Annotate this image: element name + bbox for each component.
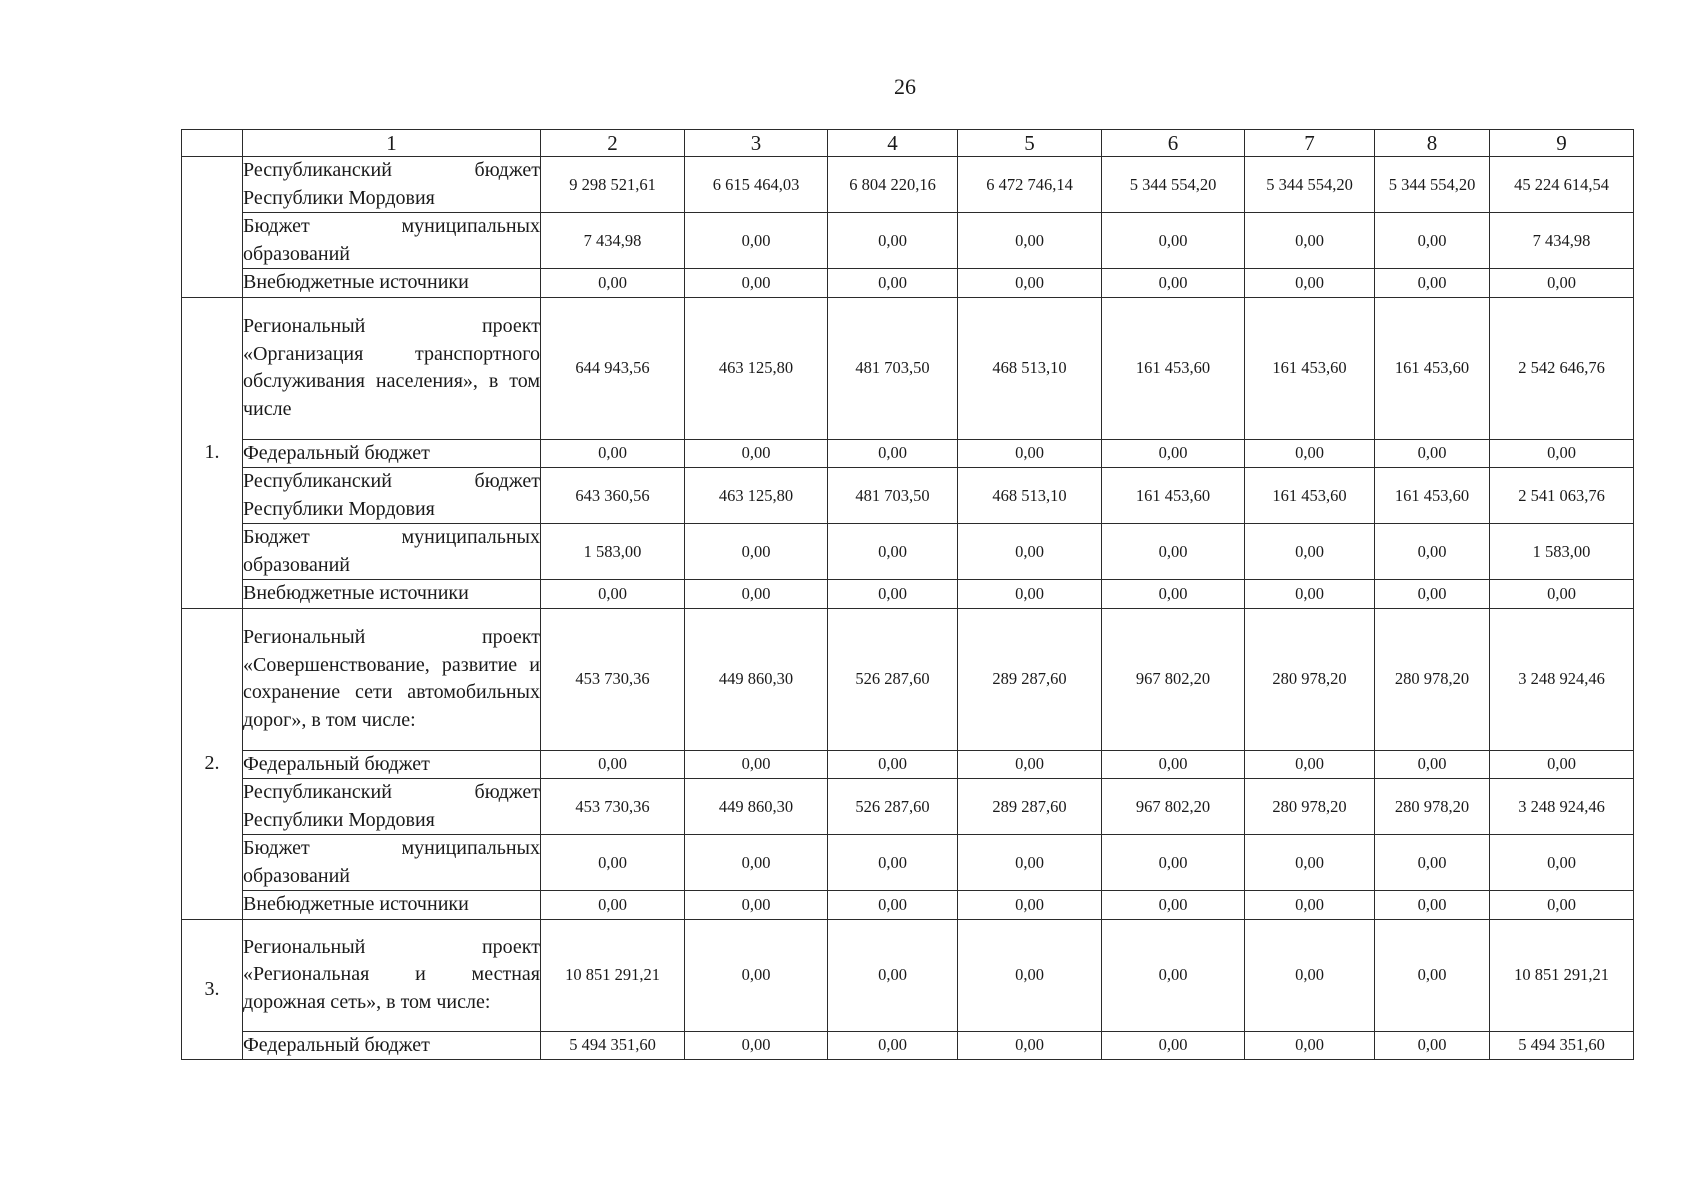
header-cell: 9 <box>1490 130 1634 157</box>
value-cell: 161 453,60 <box>1375 297 1490 439</box>
row-description: Внебюджетные источники <box>243 580 541 609</box>
value-cell: 0,00 <box>1375 835 1490 891</box>
value-cell: 0,00 <box>541 439 685 468</box>
row-index <box>182 157 243 298</box>
value-cell: 0,00 <box>685 891 828 920</box>
value-cell: 5 344 554,20 <box>1375 157 1490 213</box>
value-cell: 0,00 <box>828 1031 958 1060</box>
header-cell: 3 <box>685 130 828 157</box>
value-cell: 7 434,98 <box>541 213 685 269</box>
value-cell: 0,00 <box>1375 269 1490 298</box>
value-cell: 7 434,98 <box>1490 213 1634 269</box>
row-description: Региональный проект «Региональная и местная дорожная сеть», в том числе: <box>243 919 541 1031</box>
value-cell: 0,00 <box>1245 213 1375 269</box>
value-cell: 0,00 <box>685 750 828 779</box>
value-cell: 0,00 <box>685 580 828 609</box>
value-cell: 0,00 <box>958 750 1102 779</box>
value-cell: 0,00 <box>541 835 685 891</box>
value-cell: 0,00 <box>541 891 685 920</box>
value-cell: 5 344 554,20 <box>1245 157 1375 213</box>
value-cell: 0,00 <box>1375 524 1490 580</box>
value-cell: 0,00 <box>828 750 958 779</box>
value-cell: 0,00 <box>1375 580 1490 609</box>
value-cell: 0,00 <box>1375 891 1490 920</box>
value-cell: 0,00 <box>1245 439 1375 468</box>
table-row <box>182 835 1634 891</box>
table-body <box>182 130 1634 1060</box>
table-row <box>182 157 1634 213</box>
value-cell: 9 298 521,61 <box>541 157 685 213</box>
value-cell: 0,00 <box>1490 750 1634 779</box>
value-cell: 0,00 <box>828 580 958 609</box>
row-index: 1. <box>182 297 243 608</box>
value-cell: 0,00 <box>685 524 828 580</box>
value-cell: 161 453,60 <box>1102 468 1245 524</box>
value-cell: 0,00 <box>1102 835 1245 891</box>
value-cell: 0,00 <box>1102 750 1245 779</box>
value-cell: 453 730,36 <box>541 779 685 835</box>
value-cell: 3 248 924,46 <box>1490 608 1634 750</box>
value-cell: 0,00 <box>1245 835 1375 891</box>
value-cell: 10 851 291,21 <box>541 919 685 1031</box>
table-row <box>182 269 1634 298</box>
value-cell: 0,00 <box>685 919 828 1031</box>
value-cell: 0,00 <box>1490 580 1634 609</box>
value-cell: 10 851 291,21 <box>1490 919 1634 1031</box>
value-cell: 2 542 646,76 <box>1490 297 1634 439</box>
value-cell: 0,00 <box>958 213 1102 269</box>
table-row <box>182 608 1634 750</box>
value-cell: 161 453,60 <box>1245 468 1375 524</box>
value-cell: 0,00 <box>828 891 958 920</box>
value-cell: 0,00 <box>958 580 1102 609</box>
value-cell: 0,00 <box>828 835 958 891</box>
value-cell: 0,00 <box>1102 439 1245 468</box>
value-cell: 0,00 <box>1102 269 1245 298</box>
row-index: 3. <box>182 919 243 1060</box>
value-cell: 0,00 <box>958 891 1102 920</box>
value-cell: 45 224 614,54 <box>1490 157 1634 213</box>
value-cell: 0,00 <box>1490 439 1634 468</box>
header-cell: 6 <box>1102 130 1245 157</box>
value-cell: 1 583,00 <box>1490 524 1634 580</box>
header-cell: 5 <box>958 130 1102 157</box>
value-cell: 161 453,60 <box>1245 297 1375 439</box>
header-cell: 4 <box>828 130 958 157</box>
row-description: Республиканский бюджет Республики Мордовия <box>243 779 541 835</box>
value-cell: 0,00 <box>541 750 685 779</box>
row-description: Федеральный бюджет <box>243 439 541 468</box>
value-cell: 0,00 <box>958 835 1102 891</box>
value-cell: 453 730,36 <box>541 608 685 750</box>
value-cell: 0,00 <box>1245 891 1375 920</box>
value-cell: 0,00 <box>1245 524 1375 580</box>
value-cell: 2 541 063,76 <box>1490 468 1634 524</box>
value-cell: 0,00 <box>1102 1031 1245 1060</box>
table-row <box>182 580 1634 609</box>
value-cell: 481 703,50 <box>828 297 958 439</box>
table-row <box>182 297 1634 439</box>
value-cell: 0,00 <box>1490 269 1634 298</box>
value-cell: 0,00 <box>958 524 1102 580</box>
value-cell: 0,00 <box>685 439 828 468</box>
value-cell: 280 978,20 <box>1245 608 1375 750</box>
value-cell: 161 453,60 <box>1102 297 1245 439</box>
value-cell: 0,00 <box>828 213 958 269</box>
value-cell: 0,00 <box>1375 919 1490 1031</box>
header-cell <box>182 130 243 157</box>
value-cell: 0,00 <box>1102 919 1245 1031</box>
value-cell: 463 125,80 <box>685 297 828 439</box>
value-cell: 0,00 <box>828 524 958 580</box>
value-cell: 0,00 <box>685 1031 828 1060</box>
value-cell: 6 804 220,16 <box>828 157 958 213</box>
value-cell: 0,00 <box>1245 1031 1375 1060</box>
value-cell: 0,00 <box>1102 580 1245 609</box>
value-cell: 643 360,56 <box>541 468 685 524</box>
value-cell: 0,00 <box>828 919 958 1031</box>
value-cell: 0,00 <box>685 213 828 269</box>
header-cell: 7 <box>1245 130 1375 157</box>
value-cell: 0,00 <box>1375 750 1490 779</box>
row-description: Региональный проект «Организация транспортного обслуживания населения», в том числе <box>243 297 541 439</box>
page-number: 26 <box>894 74 916 99</box>
header-cell: 2 <box>541 130 685 157</box>
value-cell: 0,00 <box>1245 919 1375 1031</box>
value-cell: 0,00 <box>1245 750 1375 779</box>
value-cell: 3 248 924,46 <box>1490 779 1634 835</box>
row-description: Бюджет муниципальных образований <box>243 524 541 580</box>
row-description: Внебюджетные источники <box>243 891 541 920</box>
value-cell: 1 583,00 <box>541 524 685 580</box>
value-cell: 526 287,60 <box>828 608 958 750</box>
row-description: Федеральный бюджет <box>243 1031 541 1060</box>
value-cell: 0,00 <box>1245 580 1375 609</box>
table-row <box>182 439 1634 468</box>
row-description: Федеральный бюджет <box>243 750 541 779</box>
value-cell: 6 472 746,14 <box>958 157 1102 213</box>
table-row <box>182 891 1634 920</box>
value-cell: 289 287,60 <box>958 779 1102 835</box>
value-cell: 0,00 <box>541 269 685 298</box>
value-cell: 5 344 554,20 <box>1102 157 1245 213</box>
value-cell: 280 978,20 <box>1375 608 1490 750</box>
value-cell: 0,00 <box>1375 1031 1490 1060</box>
value-cell: 289 287,60 <box>958 608 1102 750</box>
value-cell: 280 978,20 <box>1245 779 1375 835</box>
value-cell: 0,00 <box>541 580 685 609</box>
value-cell: 526 287,60 <box>828 779 958 835</box>
row-description: Региональный проект «Совершенствование, развитие и сохранение сети автомобильных дорог», в том числе: <box>243 608 541 750</box>
column-number-header <box>182 130 1634 157</box>
value-cell: 0,00 <box>685 269 828 298</box>
table-row <box>182 524 1634 580</box>
value-cell: 0,00 <box>1102 891 1245 920</box>
table-row <box>182 468 1634 524</box>
value-cell: 0,00 <box>1490 891 1634 920</box>
table-row <box>182 213 1634 269</box>
value-cell: 0,00 <box>958 919 1102 1031</box>
value-cell: 449 860,30 <box>685 779 828 835</box>
table-row <box>182 750 1634 779</box>
value-cell: 967 802,20 <box>1102 608 1245 750</box>
value-cell: 0,00 <box>1490 835 1634 891</box>
value-cell: 463 125,80 <box>685 468 828 524</box>
value-cell: 0,00 <box>1245 269 1375 298</box>
value-cell: 0,00 <box>958 1031 1102 1060</box>
row-description: Бюджет муниципальных образований <box>243 835 541 891</box>
row-index: 2. <box>182 608 243 919</box>
table-row <box>182 779 1634 835</box>
value-cell: 280 978,20 <box>1375 779 1490 835</box>
value-cell: 0,00 <box>828 269 958 298</box>
value-cell: 644 943,56 <box>541 297 685 439</box>
value-cell: 0,00 <box>1102 524 1245 580</box>
value-cell: 0,00 <box>685 835 828 891</box>
value-cell: 5 494 351,60 <box>1490 1031 1634 1060</box>
value-cell: 0,00 <box>1375 439 1490 468</box>
header-cell: 8 <box>1375 130 1490 157</box>
table-row <box>182 1031 1634 1060</box>
value-cell: 0,00 <box>958 269 1102 298</box>
table-row <box>182 919 1634 1031</box>
budget-table <box>181 129 1634 1060</box>
value-cell: 449 860,30 <box>685 608 828 750</box>
value-cell: 0,00 <box>828 439 958 468</box>
value-cell: 481 703,50 <box>828 468 958 524</box>
row-description: Внебюджетные источники <box>243 269 541 298</box>
value-cell: 161 453,60 <box>1375 468 1490 524</box>
value-cell: 0,00 <box>958 439 1102 468</box>
value-cell: 0,00 <box>1102 213 1245 269</box>
row-description: Бюджет муниципальных образований <box>243 213 541 269</box>
value-cell: 468 513,10 <box>958 468 1102 524</box>
value-cell: 5 494 351,60 <box>541 1031 685 1060</box>
value-cell: 967 802,20 <box>1102 779 1245 835</box>
row-description: Республиканский бюджет Республики Мордовия <box>243 468 541 524</box>
row-description: Республиканский бюджет Республики Мордовия <box>243 157 541 213</box>
header-cell: 1 <box>243 130 541 157</box>
value-cell: 0,00 <box>1375 213 1490 269</box>
value-cell: 6 615 464,03 <box>685 157 828 213</box>
value-cell: 468 513,10 <box>958 297 1102 439</box>
